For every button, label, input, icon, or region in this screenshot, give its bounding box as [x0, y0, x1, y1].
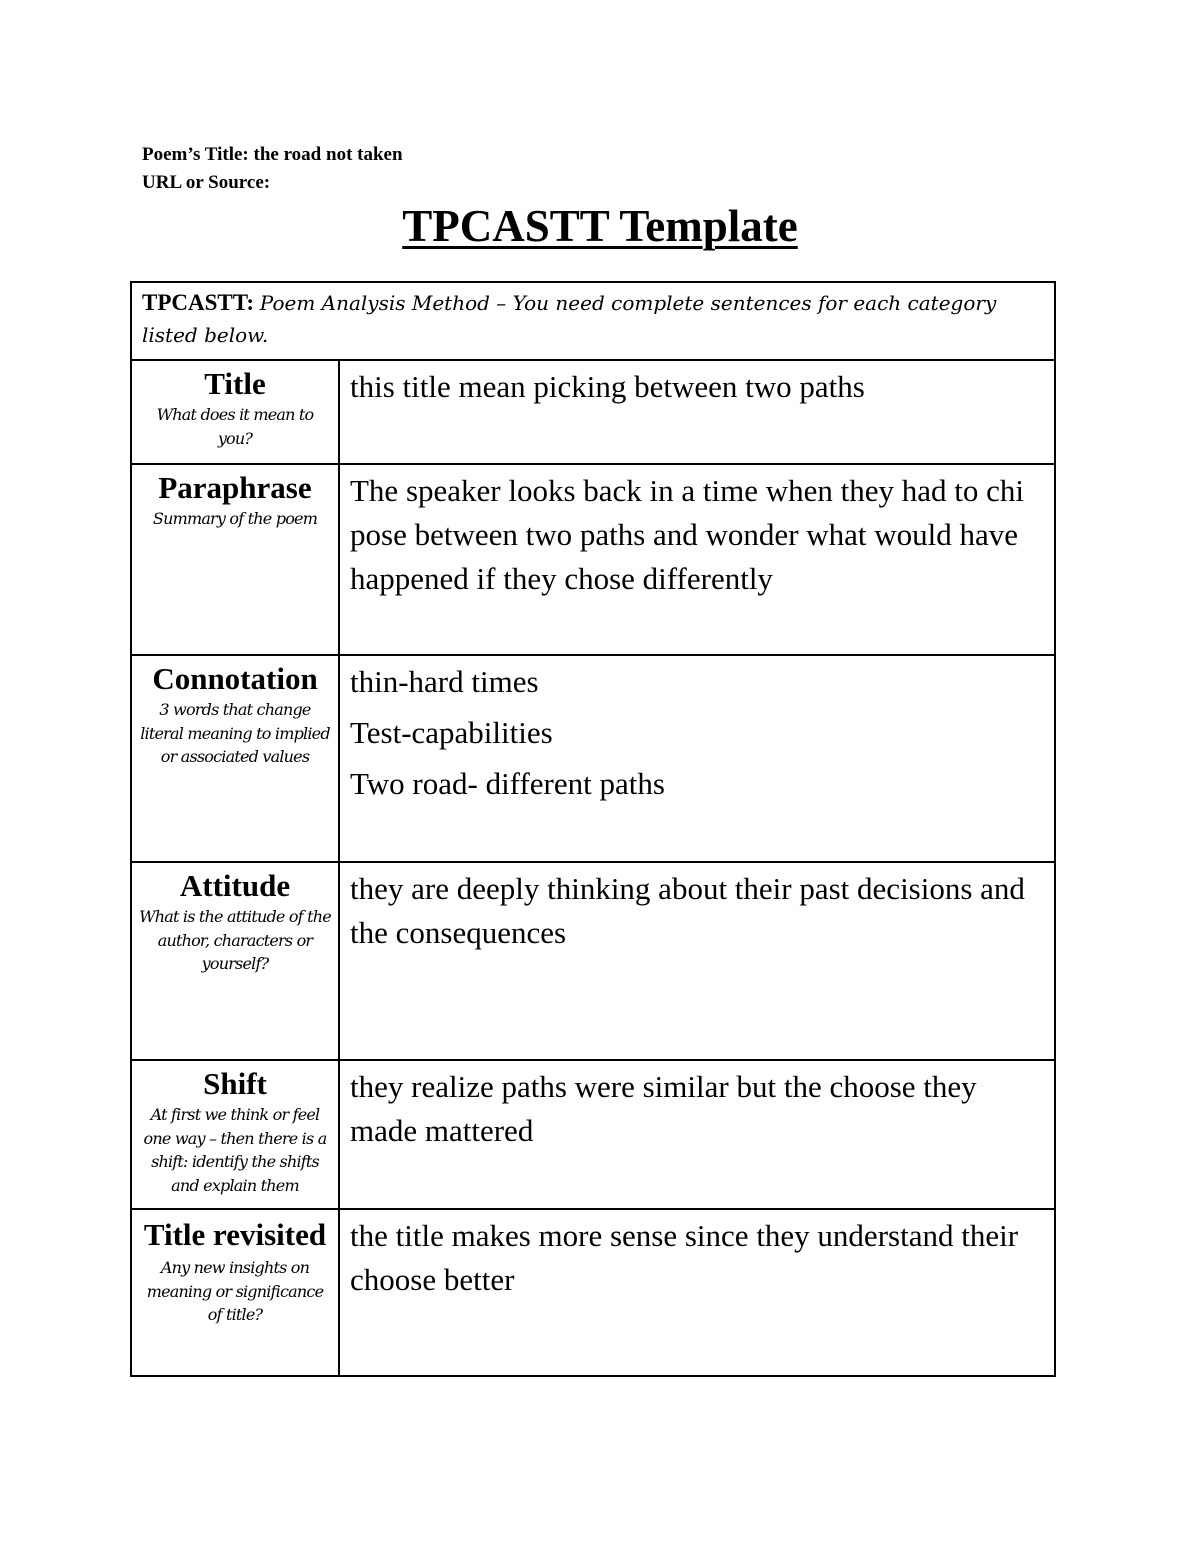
row-label-cell	[131, 862, 339, 1060]
row-heading: Connotation	[152, 661, 318, 696]
answer-text: this title mean picking between two paths	[350, 369, 865, 404]
table-row	[131, 1060, 1055, 1209]
answer-text: Test-capabilities	[350, 715, 553, 750]
row-label-cell	[131, 1060, 339, 1209]
intro-label: TPCASTT:	[142, 290, 255, 315]
row-prompt: What does it mean to you?	[156, 405, 314, 448]
row-heading: Attitude	[179, 868, 291, 903]
answer-text: The speaker looks back in a time when they had to chi pose between two paths and wonder what would have happened if they chose differently	[350, 473, 1025, 596]
answer-cell[interactable]	[339, 1209, 1055, 1376]
row-heading: Paraphrase	[158, 470, 312, 505]
row-heading: Title	[204, 366, 266, 401]
table-row	[131, 862, 1055, 1060]
table-row	[131, 1209, 1055, 1376]
url-source-line: URL or Source:	[142, 172, 271, 193]
answer-text: they realize paths were similar but the choose they made mattered	[350, 1069, 977, 1148]
document-title: TPCASTT Template	[402, 201, 798, 251]
answer-text: the title makes more sense since they understand their choose better	[350, 1218, 1019, 1297]
answer-cell[interactable]	[339, 655, 1055, 862]
row-label-cell	[131, 1209, 339, 1376]
table-row	[131, 655, 1055, 862]
row-prompt: At first we think or feel one way – then there is a shift: identify the shifts and explain them	[143, 1105, 327, 1195]
row-prompt: What is the attitude of the author, characters or yourself?	[139, 907, 331, 973]
row-heading: Title revisited	[143, 1217, 327, 1252]
intro-text: Poem Analysis Method – You need complete sentences for each category listed below.	[142, 291, 997, 347]
tpcastt-table	[130, 281, 1056, 1377]
table-row	[131, 464, 1055, 655]
table-row	[131, 360, 1055, 464]
row-label-cell	[131, 360, 339, 464]
answer-cell[interactable]	[339, 862, 1055, 1060]
answer-cell[interactable]	[339, 464, 1055, 655]
intro-row	[131, 282, 1055, 360]
row-prompt: Any new insights on meaning or significance of title?	[146, 1258, 324, 1324]
answer-cell[interactable]	[339, 1060, 1055, 1209]
answer-text: they are deeply thinking about their past decisions and the consequences	[350, 871, 1025, 950]
answer-text: thin-hard times	[350, 664, 539, 699]
row-heading: Shift	[203, 1066, 267, 1101]
row-label-cell	[131, 464, 339, 655]
row-prompt: Summary of the poem	[152, 509, 318, 528]
row-prompt: 3 words that change literal meaning to implied or associated values	[140, 700, 330, 766]
row-label-cell	[131, 655, 339, 862]
answer-text: Two road- different paths	[350, 766, 665, 801]
poem-title-line: Poem’s Title: the road not taken	[142, 144, 403, 165]
answer-cell[interactable]	[339, 360, 1055, 464]
intro-cell	[131, 282, 1055, 360]
